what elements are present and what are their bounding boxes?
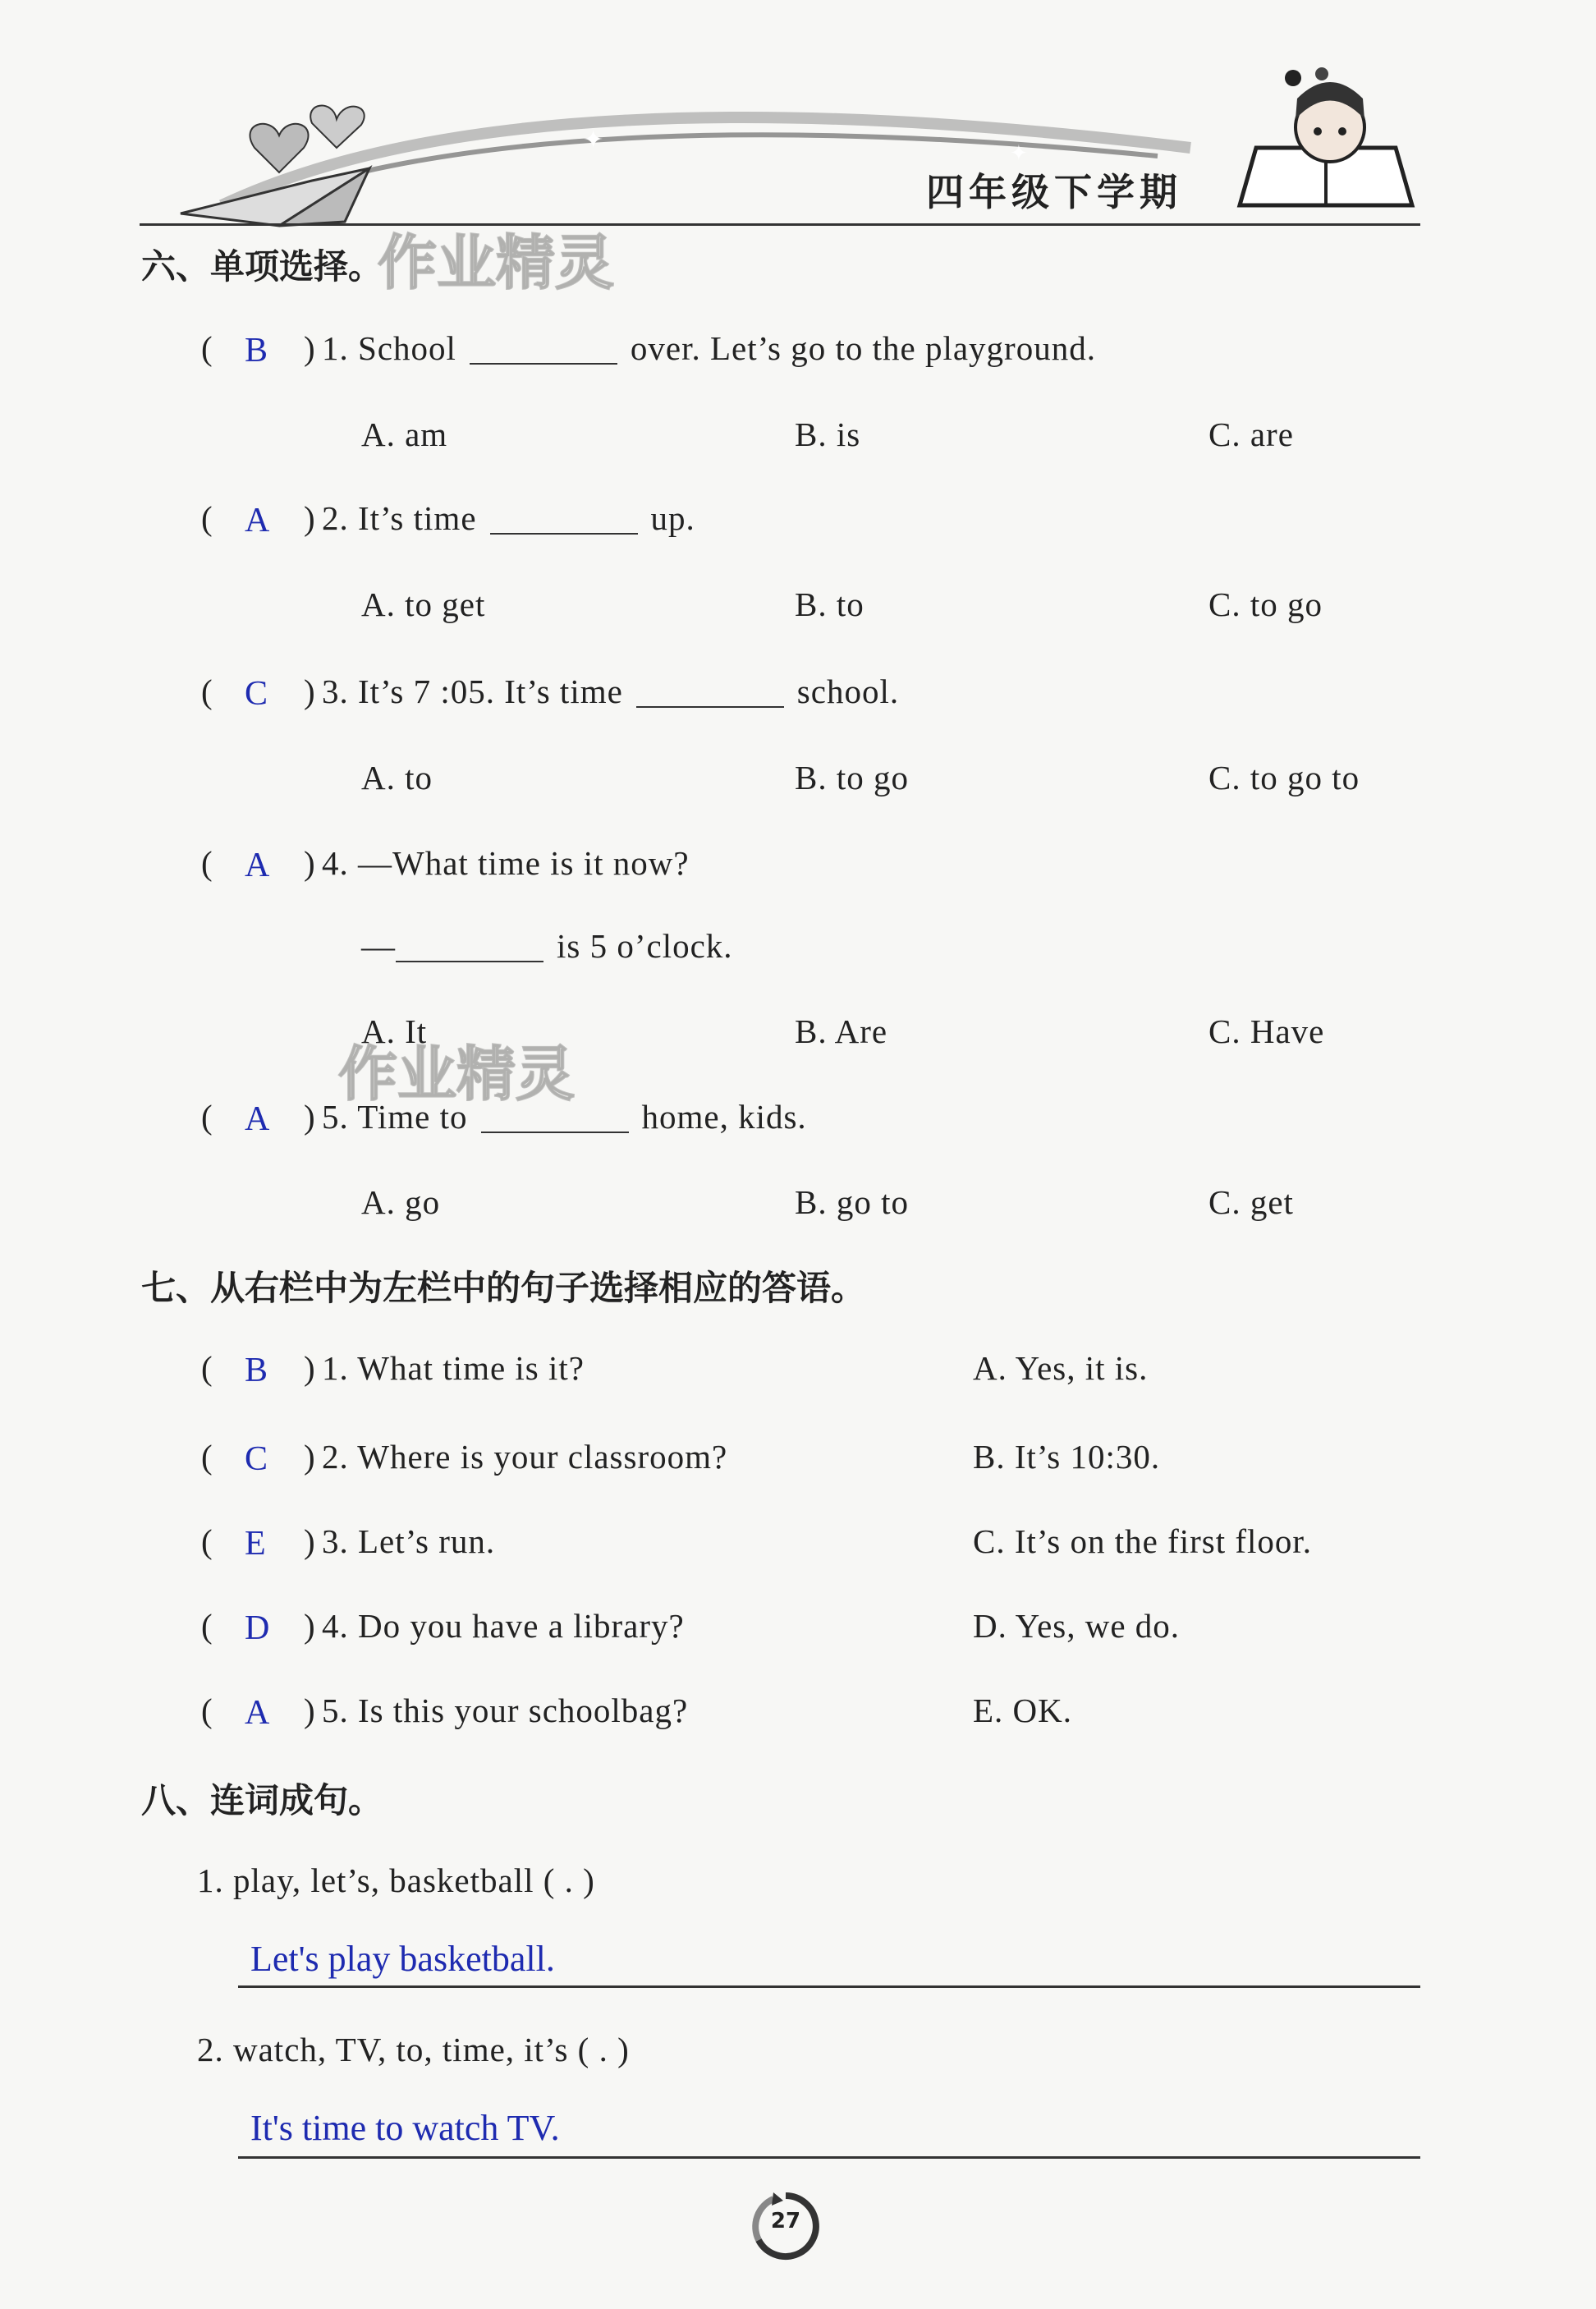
- answer-paren-open: (: [201, 329, 213, 367]
- option-c: C. to go to: [1208, 759, 1360, 796]
- answer-paren-close: ): [304, 1692, 315, 1729]
- answer-line: [238, 1985, 1420, 1988]
- watermark: 作业精灵: [338, 1040, 576, 1109]
- option-b: B. Are: [795, 1012, 888, 1050]
- answer-paren-close: ): [304, 499, 315, 537]
- option-c: C. Have: [1208, 1012, 1325, 1050]
- girl-reading-book-illustration: [1231, 49, 1420, 213]
- svg-text:✦: ✦: [1010, 141, 1028, 166]
- answer-paren-close: ): [304, 844, 315, 882]
- answer-paren-close: ): [304, 1522, 315, 1560]
- left-sentence: 5. Is this your schoolbag?: [322, 1692, 689, 1729]
- option-a: A. It: [361, 1012, 428, 1050]
- header-divider: [140, 223, 1420, 226]
- question-text-line2: — is 5 o’clock.: [361, 927, 733, 965]
- left-sentence: 4. Do you have a library?: [322, 1607, 685, 1645]
- option-b: B. to go: [795, 759, 909, 796]
- answer-letter: C: [245, 1440, 268, 1478]
- word-prompt: 2. watch, TV, to, time, it’s ( . ): [197, 2031, 630, 2068]
- answer-paren-close: ): [304, 1349, 315, 1387]
- answer-paren-open: (: [201, 1522, 213, 1560]
- answer-paren-open: (: [201, 1692, 213, 1729]
- answer-paren-open: (: [201, 499, 213, 537]
- answer-letter: C: [245, 675, 268, 713]
- answer-paren-open: (: [201, 1607, 213, 1645]
- option-b: B. go to: [795, 1183, 909, 1221]
- option-b: B. is: [795, 415, 861, 453]
- right-reply: A. Yes, it is.: [973, 1349, 1149, 1387]
- answer-paren-close: ): [304, 1438, 315, 1476]
- answer-letter: B: [245, 332, 268, 370]
- question-text: 2. It’s time up.: [322, 499, 695, 537]
- answer-letter: B: [245, 1352, 268, 1389]
- right-reply: D. Yes, we do.: [973, 1607, 1181, 1645]
- option-a: A. to: [361, 759, 433, 796]
- page-header: [140, 41, 1437, 230]
- answer-line: [238, 2156, 1420, 2159]
- option-a: A. to get: [361, 585, 486, 623]
- option-c: C. are: [1208, 415, 1294, 453]
- right-reply: E. OK.: [973, 1692, 1073, 1729]
- section-six-title: 六、单项选择。: [141, 246, 383, 287]
- answer-letter: A: [245, 847, 270, 884]
- left-sentence: 1. What time is it?: [322, 1349, 585, 1387]
- answer-paren-close: ): [304, 1098, 315, 1136]
- page-number-badge: [749, 2189, 823, 2263]
- answer-letter: A: [245, 502, 270, 539]
- grade-label: 四年级下学期: [926, 170, 1182, 214]
- left-sentence: 2. Where is your classroom?: [322, 1438, 728, 1476]
- option-a: A. am: [361, 415, 448, 453]
- right-reply: B. It’s 10:30.: [973, 1438, 1161, 1476]
- answer-letter: E: [245, 1525, 266, 1563]
- fill-blank: [481, 1102, 629, 1133]
- answer-letter: D: [245, 1609, 270, 1647]
- page-number: 27: [770, 2209, 801, 2233]
- answer-paren-open: (: [201, 1438, 213, 1476]
- option-b: B. to: [795, 585, 864, 623]
- question-text: 4. —What time is it now?: [322, 844, 690, 882]
- word-prompt: 1. play, let’s, basketball ( . ): [197, 1861, 595, 1899]
- fill-blank: [470, 333, 617, 365]
- fill-blank: [490, 503, 638, 535]
- section-seven-title: 七、从右栏中为左栏中的句子选择相应的答语。: [141, 1268, 866, 1308]
- section-eight-title: 八、连词成句。: [141, 1780, 383, 1820]
- option-c: C. get: [1208, 1183, 1294, 1221]
- answer-paren-close: ): [304, 1607, 315, 1645]
- answer-letter: A: [245, 1100, 270, 1138]
- watermark: 作业精灵: [378, 228, 615, 297]
- fill-blank: [396, 931, 543, 962]
- fill-blank: [636, 677, 784, 708]
- answer-paren-close: ): [304, 329, 315, 367]
- question-text: 3. It’s 7 :05. It’s time school.: [322, 673, 900, 710]
- answer-paren-open: (: [201, 1349, 213, 1387]
- answer-paren-open: (: [201, 1098, 213, 1136]
- option-a: A. go: [361, 1183, 441, 1221]
- option-c: C. to go: [1208, 585, 1323, 623]
- answer-paren-close: ): [304, 673, 315, 710]
- written-answer: Let's play basketball.: [250, 1939, 555, 1979]
- question-text: 1. School over. Let’s go to the playground.: [322, 329, 1096, 367]
- svg-text:✦: ✦: [583, 126, 604, 154]
- answer-paren-open: (: [201, 844, 213, 882]
- answer-paren-open: (: [201, 673, 213, 710]
- written-answer: It's time to watch TV.: [250, 2108, 560, 2148]
- question-text: 5. Time to home, kids.: [322, 1098, 807, 1136]
- right-reply: C. It’s on the first floor.: [973, 1522, 1313, 1560]
- answer-letter: A: [245, 1694, 270, 1732]
- left-sentence: 3. Let’s run.: [322, 1522, 496, 1560]
